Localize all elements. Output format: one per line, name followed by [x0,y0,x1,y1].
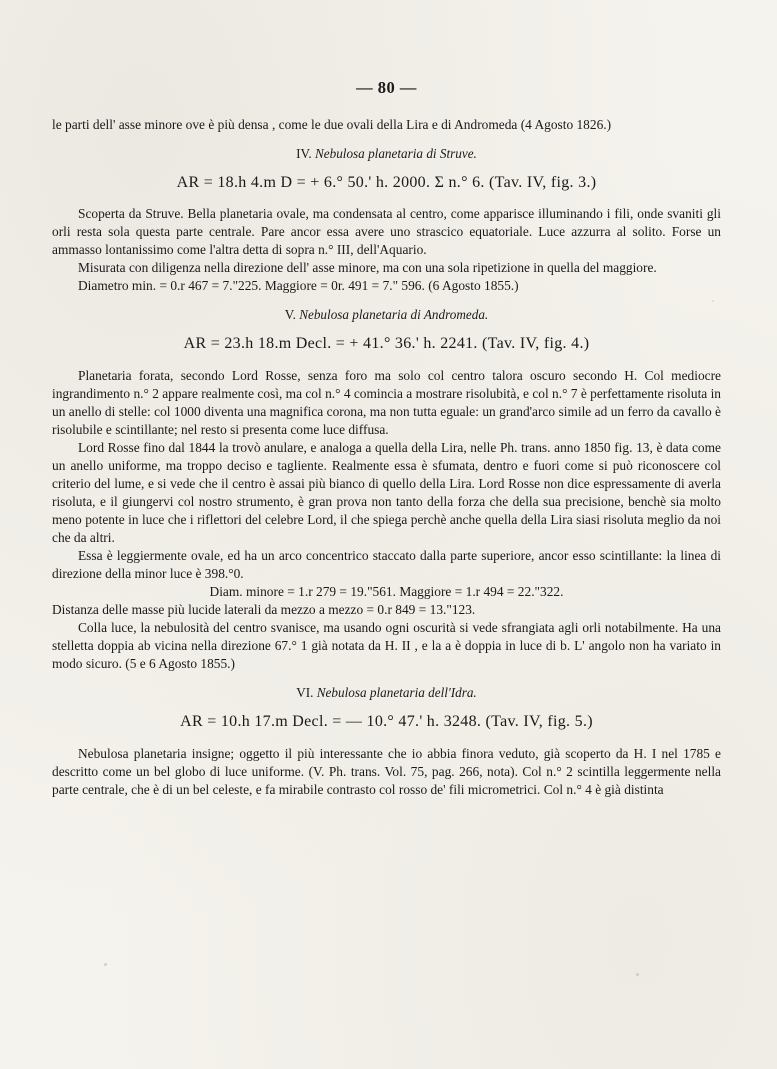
section-numeral: VI. [296,685,314,701]
page-number: — 80 — [356,78,417,97]
section-heading-iv [52,145,721,163]
paragraph: Essa è leggiermente ovale, ed ha un arco concentrico staccato dalla parte superiore, ancor esso scintillante: la linea di direzione della minor luce è 398.°0. [52,548,721,582]
paper-speck [60,520,62,522]
paragraph: Misurata con diligenza nella direzione dell' asse minore, ma con una sola ripetizione in quella del maggiore. [78,260,657,276]
paragraph: Colla luce, la nebulosità del centro svanisce, ma usando ogni oscurità si vede sfrangiata agli orli notabilmente. Ha una stelletta doppia ab vicina nella direzione 67.° 1 già notata da H. II , e la a è doppia in luce di b. L' angolo non ha variato in modo sicuro. (5 e 6 Agosto 1855.) [52,620,721,672]
paragraph: Nebulosa planetaria insigne; oggetto il più interessante che io abbia finora veduto, già scoperto da H. I nel 1785 e descritto come un bel globo di luce uniforme. (V. Ph. trans. Vol. 75, pag. 266, nota). Col n.° 2 scintilla leggermente nella parte centrale, che è di un bel celeste, e fa mirabile contrasto col rosso de' fili micrometrici. Col n.° 4 è già distinta [52,745,721,797]
paper-speck [712,300,714,302]
paragraph: Planetaria forata, secondo Lord Rosse, senza foro ma solo col centro talora oscuro secondo H. Col mediocre ingrandimento n.° 2 appare realmente così, ma col n.° 4 comincia a mostrare risolubità, e col n.° 7 è perfettamente risoluta in un anello di stelle: col 1000 diventa una magnifica corona, ma non tutta eguale: un grand'arco simile ad un ferro da cavallo è risolubile e scintillante; nel resto si presenta come luce diffusa. [52,367,722,437]
section-title: Nebulosa planetaria dell'Idra. [316,685,477,701]
paper-speck [636,973,639,976]
paragraph-intro: le parti dell' asse minore ove è più densa , come le due ovali della Lira e di Andromeda (4 Agosto 1826.) [52,117,612,132]
measurement-line: Distanza delle masse più lucide laterali da mezzo a mezzo = 0.r 849 = 13."123. [52,602,476,618]
section-formula-iv: AR = 18.h 4.m D = + 6.° 50.' h. 2000. Σ n.° 6. (Tav. IV, fig. 3.) [176,173,597,191]
measurement-line: Diam. minore = 1.r 279 = 19."561. Maggiore = 1.r 494 = 22."322. [209,584,564,600]
paper-speck [104,963,107,966]
measurement-line: Diametro min. = 0.r 467 = 7."225. Maggiore = 0r. 491 = 7." 596. (6 Agosto 1855.) [78,278,519,294]
section-title: Nebulosa planetaria di Andromeda. [299,307,489,323]
paragraph: Lord Rosse fino dal 1844 la trovò anulare, e analoga a quella della Lira, nelle Ph. trans. anno 1850 fig. 13, è data come un anello uniforme, ma troppo deciso e tagliente. Realmente essa è sfumata, dentro e fuori come si può riconoscere col criterio del lume, e si vede che il centro è assai più bianco di quello della Lira. Lord Rosse non dice espressamente di averla risoluta, e il giungervi col nostro strumento, è gran prova non tanto della forza che della sua precisione, benchè sia molto meno potente in luce che i riflettori del celebre Lord, il che spiega perchè anche quella della Lira siasi risoluta meglio da noi che da altri. [52,439,721,545]
section-numeral: V. [284,307,296,323]
section-heading-vi [52,684,721,702]
section-numeral: IV. [296,146,312,162]
paragraph: Scoperta da Struve. Bella planetaria ovale, ma condensata al centro, come apparisce illuminando i fili, onde svaniti gli orli resta sola questa parte centrale. Pare ancor essa avere uno strascico equatoriale. Luce azzurra al solito. Forse un ammasso lontanissimo come l'altra detta di sopra n.° III, dell'Aquario. [52,206,721,258]
section-title: Nebulosa planetaria di Struve. [314,146,477,162]
section-formula-vi: AR = 10.h 17.m Decl. = — 10.° 47.' h. 3248. (Tav. IV, fig. 5.) [180,713,593,730]
section-heading-v [52,306,721,324]
section-formula-v: AR = 23.h 18.m Decl. = + 41.° 36.' h. 2241. (Tav. IV, fig. 4.) [183,335,590,353]
page-body [52,116,721,799]
